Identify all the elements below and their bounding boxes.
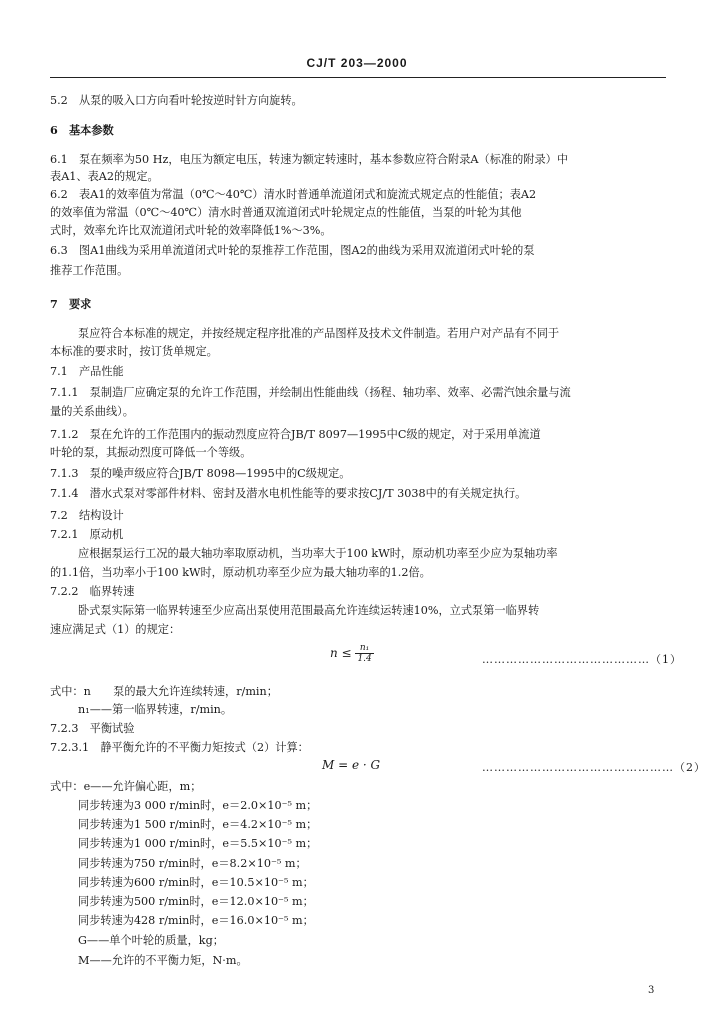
- formula-1: [330, 643, 374, 664]
- formula-1-denominator: 1.4: [357, 654, 372, 664]
- eccentricity-1500: 同步转速为1 500 r/min时，e＝4.2×10⁻⁵ m；: [78, 818, 318, 831]
- clause-7-2-2-body: 卧式泵实际第一临界转速至少应高出泵使用范围最高允许连续运转速10%，立式泵第一临界转: [78, 604, 540, 617]
- formula-2-number: …………………………………………（2）: [482, 761, 706, 774]
- formula-1-lhs: n ≤: [330, 646, 352, 660]
- eccentricity-500: 同步转速为500 r/min时，e＝12.0×10⁻⁵ m；: [78, 895, 314, 908]
- clause-7-1-1-cont: 量的关系曲线）。: [50, 405, 134, 418]
- clause-7-2-3: 7.2.3 平衡试验: [50, 722, 135, 735]
- clause-7-1-2: 7.1.2 泵在允许的工作范围内的振动烈度应符合JB/T 8097—1995中C级的规定，对于采用单流道: [50, 428, 541, 441]
- clause-7-1-1: 7.1.1 泵制造厂应确定泵的允许工作范围，并绘制出性能曲线（扬程、轴功率、效率、必需汽蚀余量与流: [50, 386, 571, 399]
- formula-2: M = e · G: [322, 758, 381, 772]
- eccentricity-3000: 同步转速为3 000 r/min时，e＝2.0×10⁻⁵ m；: [78, 799, 318, 812]
- formula-1-numerator: n₁: [355, 643, 373, 654]
- clause-7-2: 7.2 结构设计: [50, 509, 124, 522]
- where-e: 式中：e——允许偏心距，m；: [50, 780, 202, 793]
- formula-1-number: ……………………………………（1）: [482, 653, 682, 666]
- standard-code-header: CJ/T 203—2000: [306, 56, 408, 70]
- formula-1-fraction: [355, 643, 373, 664]
- where-n1: n₁——第一临界转速，r/min。: [78, 703, 233, 716]
- clause-7-1-3: 7.1.3 泵的噪声级应符合JB/T 8098—1995中的C级规定。: [50, 467, 351, 480]
- eccentricity-1000: 同步转速为1 000 r/min时，e＝5.5×10⁻⁵ m；: [78, 837, 318, 850]
- clause-7-1-2-cont: 叶轮的泵，其振动烈度可降低一个等级。: [50, 446, 252, 459]
- eccentricity-750: 同步转速为750 r/min时，e＝8.2×10⁻⁵ m；: [78, 857, 307, 870]
- where-m: M——允许的不平衡力矩，N·m。: [78, 954, 248, 967]
- clause-6-2: 6.2 表A1的效率值为常温（0℃～40℃）清水时普通单流道闭式和旋流式规定点的性能值；表A2: [50, 188, 537, 201]
- section-6-heading: 6 基本参数: [50, 123, 114, 137]
- clause-7-2-2: 7.2.2 临界转速: [50, 585, 135, 598]
- where-n: 式中：n 泵的最大允许连续转速，r/min；: [50, 685, 278, 698]
- clause-7-2-3-1: 7.2.3.1 静平衡允许的不平衡力矩按式（2）计算：: [50, 741, 309, 754]
- clause-6-1: 6.1 泵在频率为50 Hz，电压为额定电压，转速为额定转速时，基本参数应符合附录A（标准的附录）中: [50, 153, 569, 166]
- section-7-intro: 泵应符合本标准的规定，并按经规定程序批准的产品图样及技术文件制造。若用户对产品有不同于: [78, 327, 560, 340]
- page-number: 3: [648, 985, 655, 996]
- clause-6-3: 6.3 图A1曲线为采用单流道闭式叶轮的泵推荐工作范围，图A2的曲线为采用双流道闭式叶轮的泵: [50, 244, 535, 257]
- where-g: G——单个叶轮的质量，kg；: [78, 934, 224, 947]
- clause-5-2: 5.2 从泵的吸入口方向看叶轮按逆时针方向旋转。: [50, 94, 303, 107]
- clause-6-2-cont-2: 式时，效率允许比双流道闭式叶轮的效率降低1%～3%。: [50, 224, 332, 237]
- clause-7-2-1: 7.2.1 原动机: [50, 528, 124, 541]
- eccentricity-600: 同步转速为600 r/min时，e＝10.5×10⁻⁵ m；: [78, 876, 314, 889]
- clause-7-2-1-body: 应根据泵运行工况的最大轴功率取原动机，当功率大于100 kW时，原动机功率至少应为泵轴功率: [78, 547, 558, 560]
- section-7-intro-cont: 本标准的要求时，按订货单规定。: [50, 345, 218, 358]
- clause-6-3-cont: 推荐工作范围。: [50, 264, 129, 277]
- section-7-heading: 7 要求: [50, 297, 92, 311]
- clause-7-2-2-body-cont: 速应满足式（1）的规定：: [50, 623, 181, 636]
- clause-6-2-cont-1: 的效率值为常温（0℃～40℃）清水时普通双流道闭式叶轮规定点的性能值，当泵的叶轮为其他: [50, 206, 522, 219]
- eccentricity-428: 同步转速为428 r/min时，e＝16.0×10⁻⁵ m；: [78, 914, 314, 927]
- clause-6-1-cont: 表A1、表A2的规定。: [50, 170, 159, 183]
- header-rule: [50, 77, 666, 78]
- clause-7-1-4: 7.1.4 潜水式泵对零部件材料、密封及潜水电机性能等的要求按CJ/T 3038中的有关规定执行。: [50, 487, 527, 500]
- clause-7-2-1-body-cont: 的1.1倍，当功率小于100 kW时，原动机功率至少应为最大轴功率的1.2倍。: [50, 566, 431, 579]
- clause-7-1: 7.1 产品性能: [50, 365, 124, 378]
